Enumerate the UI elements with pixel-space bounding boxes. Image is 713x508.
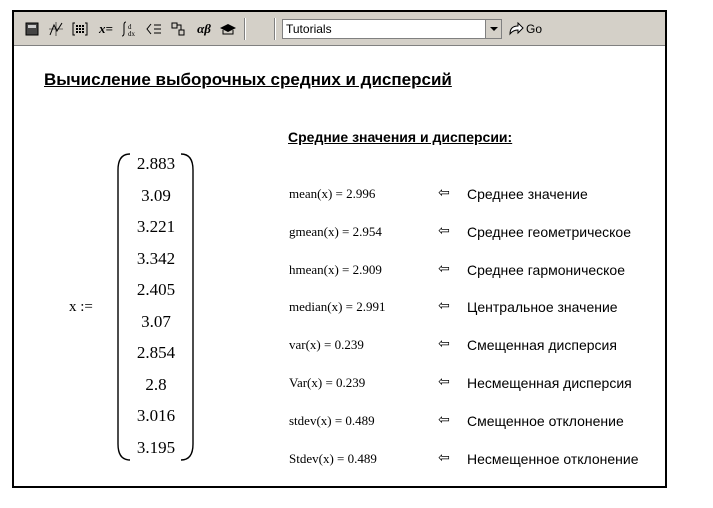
- resource-combo[interactable]: [282, 19, 502, 39]
- programming-icon[interactable]: [168, 19, 188, 39]
- vector-element: 3.016: [136, 406, 176, 425]
- stat-description: Несмещенная дисперсия: [467, 375, 632, 391]
- stat-description: Смещенное отклонение: [467, 413, 624, 429]
- stat-expression[interactable]: mean(x) = 2.996: [289, 186, 376, 201]
- evaluation-icon[interactable]: x=: [99, 21, 113, 36]
- stat-expression[interactable]: hmean(x) = 2.909: [289, 262, 382, 277]
- boolean-icon[interactable]: [144, 19, 164, 39]
- stat-description: Несмещенное отклонение: [467, 451, 639, 467]
- math-toolbar: [14, 12, 665, 46]
- stat-expression[interactable]: median(x) = 2.991: [289, 299, 386, 314]
- stat-expression[interactable]: stdev(x) = 0.489: [289, 413, 375, 428]
- vector-element: 2.883: [136, 154, 176, 173]
- stat-expression[interactable]: var(x) = 0.239: [289, 337, 364, 352]
- left-arrow-icon: ⇦: [438, 185, 450, 201]
- left-arrow-icon: ⇦: [438, 450, 450, 466]
- vector-element: 2.854: [136, 343, 176, 362]
- vector-element: 2.405: [136, 280, 176, 299]
- toolbar-separator: [274, 18, 276, 40]
- stat-description: Центральное значение: [467, 299, 618, 315]
- resource-combo-value: Tutorials: [286, 22, 332, 36]
- stat-description: Среднее геометрическое: [467, 224, 632, 240]
- page-title: Вычисление выборочных средних и дисперсий: [44, 70, 452, 89]
- graph-icon[interactable]: [46, 19, 66, 39]
- svg-text:d: d: [128, 23, 132, 31]
- toolbar-separator: [244, 18, 246, 40]
- vector-element: 3.09: [141, 186, 171, 205]
- vector-assignment-label: x :=: [69, 299, 93, 315]
- left-arrow-icon: ⇦: [438, 223, 450, 239]
- worksheet-window: [12, 10, 667, 488]
- matrix-icon[interactable]: [70, 19, 90, 39]
- stat-expression[interactable]: gmean(x) = 2.954: [289, 224, 382, 239]
- stat-description: Смещенная дисперсия: [467, 337, 617, 353]
- calculator-icon[interactable]: [22, 19, 42, 39]
- left-arrow-icon: ⇦: [438, 298, 450, 314]
- left-arrow-icon: ⇦: [438, 374, 450, 390]
- left-arrow-icon: ⇦: [438, 261, 450, 277]
- vector-element: 3.342: [136, 249, 176, 268]
- svg-text:dx: dx: [128, 30, 135, 38]
- symbolic-icon[interactable]: [218, 19, 238, 39]
- stat-expression[interactable]: Stdev(x) = 0.489: [289, 451, 377, 466]
- section-title: Средние значения и дисперсии:: [288, 129, 513, 145]
- vector-element: 3.07: [141, 312, 171, 331]
- stat-description: Среднее значение: [467, 186, 588, 202]
- left-arrow-icon: ⇦: [438, 412, 450, 428]
- chevron-down-icon[interactable]: [485, 20, 501, 38]
- go-label: Go: [526, 22, 543, 36]
- vector-element: 3.221: [136, 217, 176, 236]
- data-vector[interactable]: [114, 152, 198, 462]
- calculus-icon[interactable]: [120, 19, 140, 39]
- stat-expression[interactable]: Var(x) = 0.239: [289, 375, 366, 390]
- go-arrow-icon: [508, 22, 524, 36]
- go-button[interactable]: [508, 19, 542, 39]
- vector-element: 2.8: [145, 375, 167, 394]
- greek-icon[interactable]: αβ: [197, 21, 211, 36]
- left-arrow-icon: ⇦: [438, 336, 450, 352]
- vector-element: 3.195: [136, 438, 176, 457]
- stat-description: Среднее гармоническое: [467, 262, 626, 278]
